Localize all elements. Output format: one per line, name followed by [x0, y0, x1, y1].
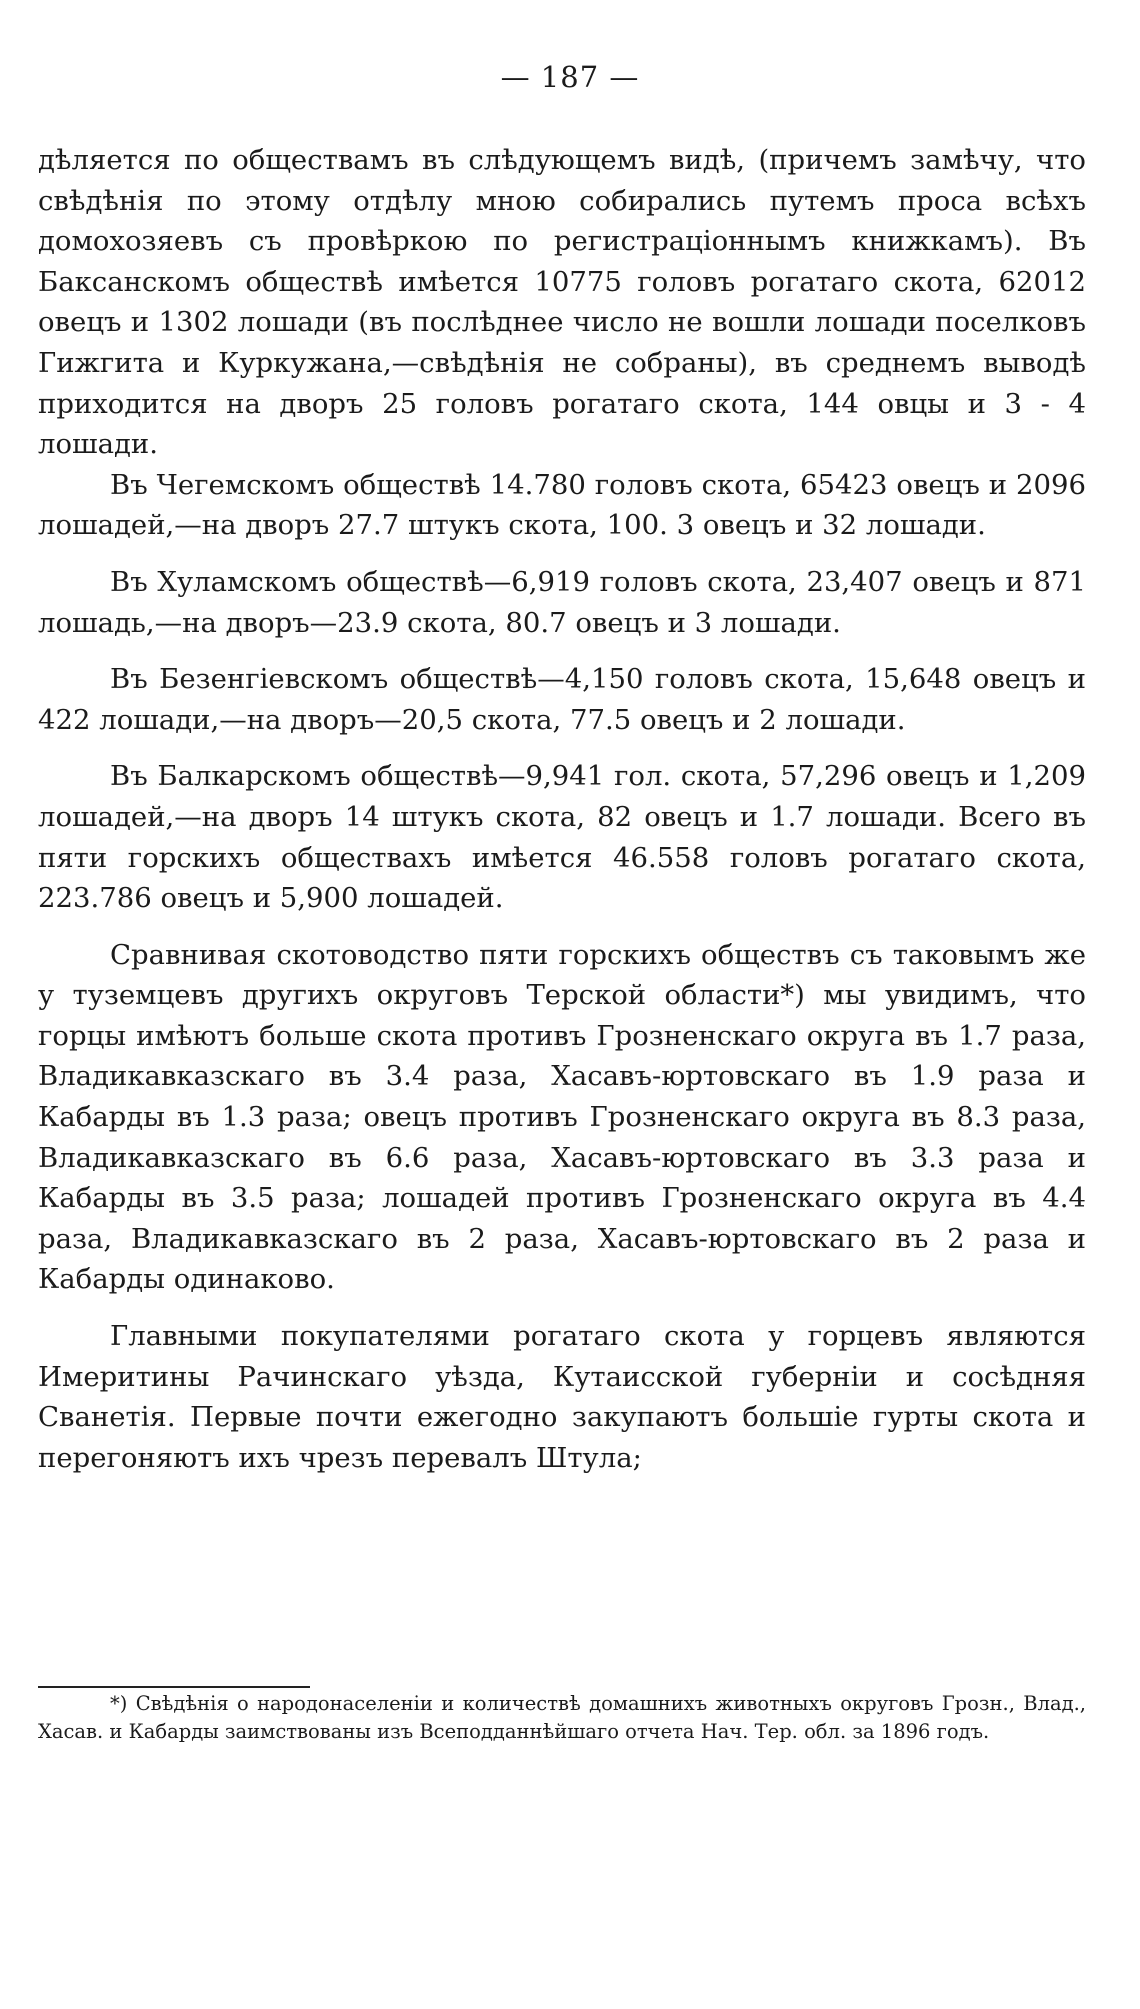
- paragraph-bezengi: Въ Безенгіевскомъ обществѣ—4,150 головъ скота, 15,648 овецъ и 422 лошади,—на дворъ—20,5 скота, 77.5 овецъ и 2 лошади.: [38, 663, 1086, 736]
- paragraph-baksan: дѣляется по обществамъ въ слѣдующемъ видѣ, (причемъ замѣчу, что свѣдѣнія по этому отдѣлу мною собирались путемъ проса всѣхъ домохозяевъ съ провѣркою по регистраціоннымъ книжкамъ). Въ Баксанскомъ обществѣ имѣется 10775 головъ рогатаго скота, 62012 овецъ и 1302 лошади (въ послѣднее число не вошли лошади поселковъ Гижгита и Куркужана,—свѣдѣнія не собраны), въ среднемъ выводѣ приходится на дворъ 25 головъ рогатаго скота, 144 овцы и 3 - 4 лошади.: [38, 144, 1086, 461]
- footnote-divider: [38, 1686, 310, 1688]
- paragraph-chegem: Въ Чегемскомъ обществѣ 14.780 головъ скота, 65423 овецъ и 2096 лошадей,—на дворъ 27.7 штукъ скота, 100. 3 овецъ и 32 лошади.: [38, 468, 1086, 542]
- paragraph-balkar: Въ Балкарскомъ обществѣ—9,941 гол. скота, 57,296 овецъ и 1,209 лошадей,—на дворъ 14 штукъ скота, 82 овецъ и 1.7 лошади. Всего въ пяти горскихъ обществахъ имѣется 46.558 головъ рогатаго скота, 223.786 овецъ и 5,900 лошадей.: [38, 760, 1086, 915]
- paragraph-comparison: Сравнивая скотоводство пяти горскихъ обществъ съ таковымъ же у туземцевъ другихъ округовъ Терской области*) мы увидимъ, что горцы имѣютъ больше скота противъ Грозненскаго округа въ 1.7 раза, Владикавказскаго въ 3.4 раза, Хасавъ-юртовскаго въ 1.9 раза и Кабарды въ 1.3 раза; овецъ противъ Грозненскаго округа въ 8.3 раза, Владикавказскаго въ 6.6 раза, Хасавъ-юртовскаго въ 3.3 раза и Кабарды въ 3.5 раза; лошадей противъ Грозненскаго округа въ 4.4 раза, Владикавказскаго въ 2 раза, Хасавъ-юртовскаго въ 2 раза и Кабарды одинаково.: [38, 938, 1086, 1296]
- body-text: [38, 140, 1086, 1478]
- paragraph-khulam: Въ Хуламскомъ обществѣ—6,919 головъ скота, 23,407 овецъ и 871 лошадь,—на дворъ—23.9 скота, 80.7 овецъ и 3 лошади.: [38, 565, 1086, 639]
- footnote: *) Свѣдѣнія о народонаселеніи и количествѣ домашнихъ животныхъ округовъ Грозн., Влад., Хасав. и Кабарды заимствованы изъ Всеподданнѣйшаго отчета Нач. Тер. обл. за 1896 годъ.: [38, 1692, 1086, 1743]
- paragraph-buyers: Главными покупателями рогатаго скота у горцевъ являются Имеритины Рачинскаго уѣзда, Кутаисской губерніи и сосѣдняя Сванетія. Первые почти ежегодно закупаютъ большіе гурты скота и перегоняютъ ихъ чрезъ перевалъ Штула;: [38, 1320, 1086, 1474]
- page-number: — 187 —: [500, 60, 640, 94]
